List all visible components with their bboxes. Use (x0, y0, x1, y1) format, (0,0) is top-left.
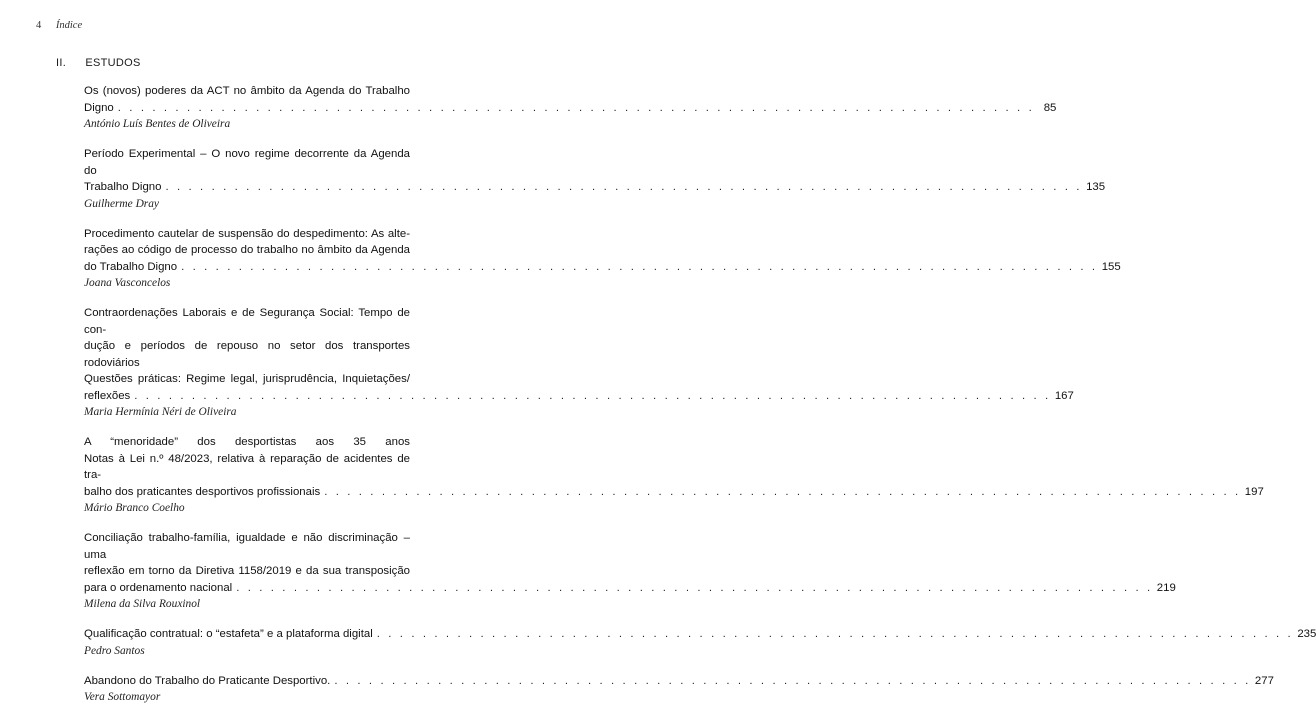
running-head (36, 20, 82, 31)
entry-title-end: Qualificação contratual: o “estafeta” e a plataforma digital (84, 628, 373, 640)
entry-title-end: do Trabalho Digno (84, 260, 178, 273)
entry-title-line: A “menoridade” dos desportistas aos 35 anos (84, 436, 410, 448)
leader-dots: . . . . . . . . . . . . . . . . . . . . . . . . . . . . . . . . . . . . . . . . . . . . . . . . . . . . . . . . . . . . . . . . . . . . . . . . . . . . . . . . (134, 389, 1051, 402)
page-number: 4 (36, 20, 42, 31)
leader-dots: . . . . . . . . . . . . . . . . . . . . . . . . . . . . . . . . . . . . . . . . . . . . . . . . . . . . . . . . . . . . . . . . . . . . . . . . . . . . . . . . (376, 628, 1294, 640)
toc-entry[interactable] (84, 305, 1074, 420)
entry-title-line: Procedimento cautelar de suspensão do despedimento: As alte- (84, 227, 410, 240)
entry-author: Joana Vasconcelos (84, 277, 171, 289)
running-head-title: Índice (55, 20, 83, 31)
entry-title-end: Trabalho Digno (84, 181, 162, 193)
table-of-contents (84, 83, 1316, 705)
toc-entry[interactable] (84, 146, 1106, 212)
toc-entry[interactable] (84, 434, 1264, 516)
entry-title-end: para o ordenamento nacional (84, 581, 233, 594)
entry-page-number: 167 (1054, 389, 1074, 402)
toc-entry[interactable] (84, 83, 1057, 132)
entry-author: Vera Sottomayor (84, 691, 161, 703)
entry-title-line: Os (novos) poderes da ACT no âmbito da Agenda do Trabalho (84, 85, 410, 97)
toc-entry[interactable] (84, 626, 1316, 659)
entry-title-last-line (84, 626, 1316, 643)
toc-entry[interactable] (84, 530, 1176, 612)
entry-title-end: reflexões (84, 389, 131, 402)
entry-title-last-line (84, 673, 1274, 690)
entry-page-number: 197 (1244, 485, 1264, 498)
entry-title-line: Conciliação trabalho-família, igualdade e não discriminação – uma (84, 532, 410, 561)
section-title: ESTUDOS (85, 57, 141, 69)
entry-author: Milena da Silva Rouxinol (84, 598, 201, 610)
entry-title-last-line (84, 484, 1264, 501)
entry-title-last-line (84, 580, 1176, 597)
entry-author: Guilherme Dray (84, 197, 159, 210)
entry-title-end: Abandono do Trabalho do Praticante Desportivo. (84, 674, 331, 687)
leader-dots: . . . . . . . . . . . . . . . . . . . . . . . . . . . . . . . . . . . . . . . . . . . . . . . . . . . . . . . . . . . . . . . . . . . . . . . . . . . . . . . . (165, 181, 1083, 193)
entry-title-last-line (84, 100, 1057, 117)
entry-title-line: rações ao código de processo do trabalho no âmbito da Agenda (84, 244, 410, 256)
entry-title-line: reflexão em torno da Diretiva 1158/2019 e da sua transposição (84, 565, 410, 577)
entry-author: Pedro Santos (84, 644, 145, 657)
entry-title-end: balho dos praticantes desportivos profissionais (84, 485, 321, 498)
leader-dots: . . . . . . . . . . . . . . . . . . . . . . . . . . . . . . . . . . . . . . . . . . . . . . . . . . . . . . . . . . . . . . . . . . . . . . . . . . . . . . . . (334, 674, 1251, 687)
entry-title-last-line (84, 259, 1121, 276)
leader-dots: . . . . . . . . . . . . . . . . . . . . . . . . . . . . . . . . . . . . . . . . . . . . . . . . . . . . . . . . . . . . . . . . . . . . . . . . . . . . . . . . (324, 485, 1241, 498)
entry-title-line: Contraordenações Laborais e de Segurança Social: Tempo de con- (84, 307, 410, 336)
leader-dots: . . . . . . . . . . . . . . . . . . . . . . . . . . . . . . . . . . . . . . . . . . . . . . . . . . . . . . . . . . . . . . . . . . . . . . . . . . . . . . . . (181, 260, 1098, 273)
entry-page-number: 235 (1297, 628, 1316, 640)
section-numeral: II. (56, 57, 67, 69)
entry-title-last-line (84, 388, 1074, 405)
entry-title-line: Notas à Lei n.º 48/2023, relativa à reparação de acidentes de tra- (84, 452, 410, 481)
entry-page-number: 277 (1254, 674, 1274, 687)
entry-title-last-line (84, 179, 1106, 196)
entry-page-number: 85 (1043, 101, 1057, 114)
entry-author: Mário Branco Coelho (84, 502, 185, 514)
section-heading (56, 57, 141, 69)
toc-entry[interactable] (84, 226, 1121, 292)
leader-dots: . . . . . . . . . . . . . . . . . . . . . . . . . . . . . . . . . . . . . . . . . . . . . . . . . . . . . . . . . . . . . . . . . . . . . . . . . . . . . . . . (236, 581, 1153, 594)
entry-page-number: 155 (1101, 260, 1121, 273)
entry-page-number: 219 (1156, 581, 1176, 594)
entry-title-end: Digno (84, 101, 114, 114)
leader-dots: . . . . . . . . . . . . . . . . . . . . . . . . . . . . . . . . . . . . . . . . . . . . . . . . . . . . . . . . . . . . . . . . . . . . . . . . . . . . . . . . (117, 101, 1035, 114)
entry-page-number: 135 (1086, 181, 1106, 193)
toc-entry[interactable] (84, 673, 1274, 706)
entry-title-line: Questões práticas: Regime legal, jurisprudência, Inquietações/ (84, 373, 410, 385)
entry-title-line: Período Experimental – O novo regime decorrente da Agenda do (84, 148, 410, 177)
entry-author: António Luís Bentes de Oliveira (84, 118, 231, 130)
entry-title-line: dução e períodos de repouso no setor dos transportes rodoviários (84, 340, 410, 369)
entry-author: Maria Hermínia Néri de Oliveira (84, 406, 237, 418)
